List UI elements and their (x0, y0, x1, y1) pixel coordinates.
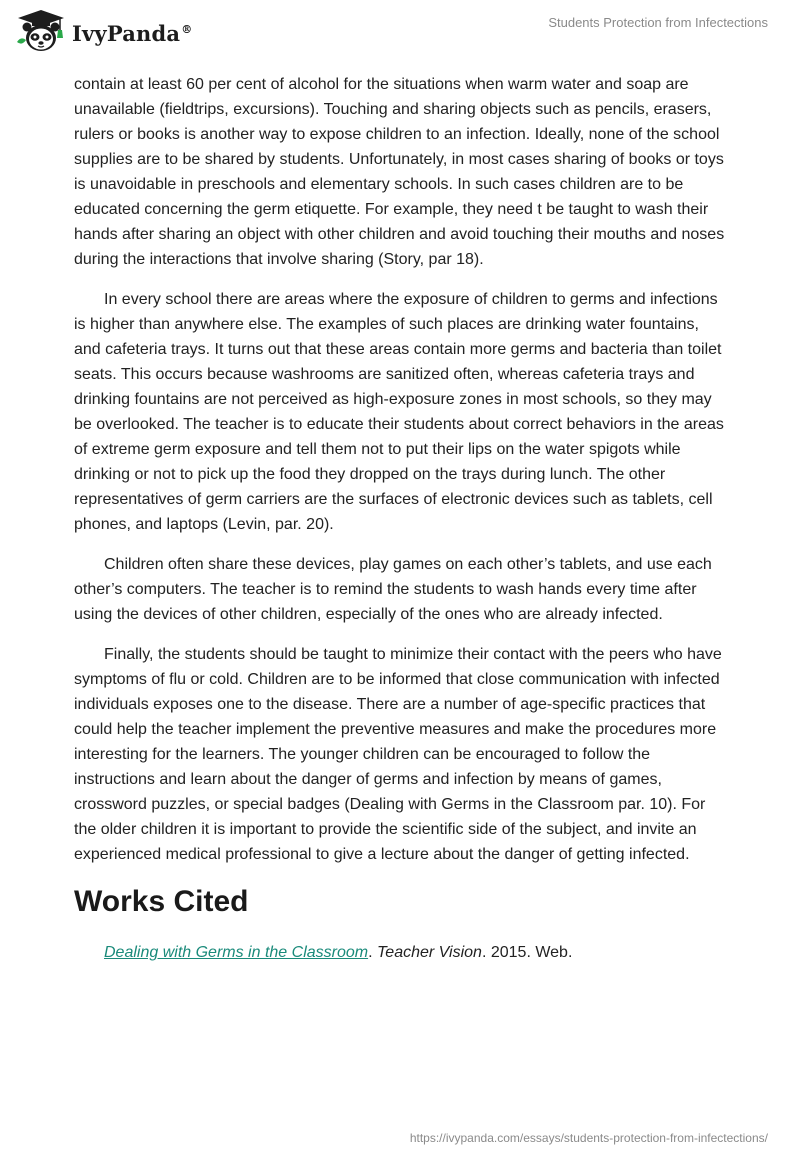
citation-source: Teacher Vision (376, 944, 482, 961)
citation-details: . 2015. Web. (481, 944, 573, 961)
essay-paragraph: contain at least 60 per cent of alcohol for the situations when warm water and soap are unavailable (fieldtrips, excursions). Touching and sharing objects such as pencils, erasers, rulers or books is another way to expose children to an infection. Ideally, none of the school supplies are to be shared by students. Unfortunately, in most cases sharing of books or toys is unavoidable in preschools and elementary schools. In such cases children are to be educated concerning the germ etiquette. For example, they need t be taught to wash their hands after sharing an object with other children and avoid touching their mouths and noses during the interactions that involve sharing (Story, par 18). (74, 76, 725, 268)
citation-entry (74, 940, 728, 965)
brand-logo[interactable] (14, 8, 192, 54)
essay-content (74, 72, 728, 965)
essay-paragraph: Children often share these devices, play games on each other’s tablets, and use each other’s computers. The teacher is to remind the students to wash hands every time after using the devices of other children, especially of the ones who are already infected. (74, 556, 712, 623)
registered-mark: ® (181, 22, 193, 36)
document-title: Students Protection from Infectections (548, 15, 768, 30)
page-header (0, 0, 800, 60)
works-cited-heading: Works Cited (74, 885, 249, 918)
brand-name: IvyPanda® (72, 20, 193, 46)
essay-paragraph: In every school there are areas where the exposure of children to germs and infections is higher than anywhere else. The examples of such places are drinking water fountains, and cafeteria trays. It turns out that these areas contain more germs and bacteria than toilet seats. This occurs because washrooms are sanitized often, whereas cafeteria trays and drinking fountains are not perceived as high-exposure zones in most schools, so they may be overlooked. The teacher is to educate their students about correct behaviors in the areas of extreme germ exposure and tell them not to put their lips on the water spigots while drinking or not to pick up the food they dropped on the trays during lunch. The other representatives of germ carriers are the surfaces of electronic devices such as tablets, cell phones, and laptops (Levin, par. 20). (74, 291, 724, 533)
footer-url: https://ivypanda.com/essays/students-protection-from-infectections/ (409, 1131, 768, 1145)
panda-graduation-cap-icon (14, 8, 68, 54)
citation-link[interactable]: Dealing with Germs in the Classroom (104, 944, 369, 961)
citation-separator: . (368, 944, 377, 961)
essay-paragraph: Finally, the students should be taught to minimize their contact with the peers who have symptoms of flu or cold. Children are to be informed that close communication with infected individuals exposes one to the disease. There are a number of age-specific practices that could help the teacher implement the preventive measures and make the procedures more interesting for the learners. The younger children can be encouraged to follow the instructions and learn about the danger of germs and infection by means of games, crossword puzzles, or special badges (Dealing with Germs in the Classroom par. 10). For the older children it is important to provide the scientific side of the subject, and invite an experienced medical professional to give a lecture about the danger of getting infected. (74, 646, 722, 863)
